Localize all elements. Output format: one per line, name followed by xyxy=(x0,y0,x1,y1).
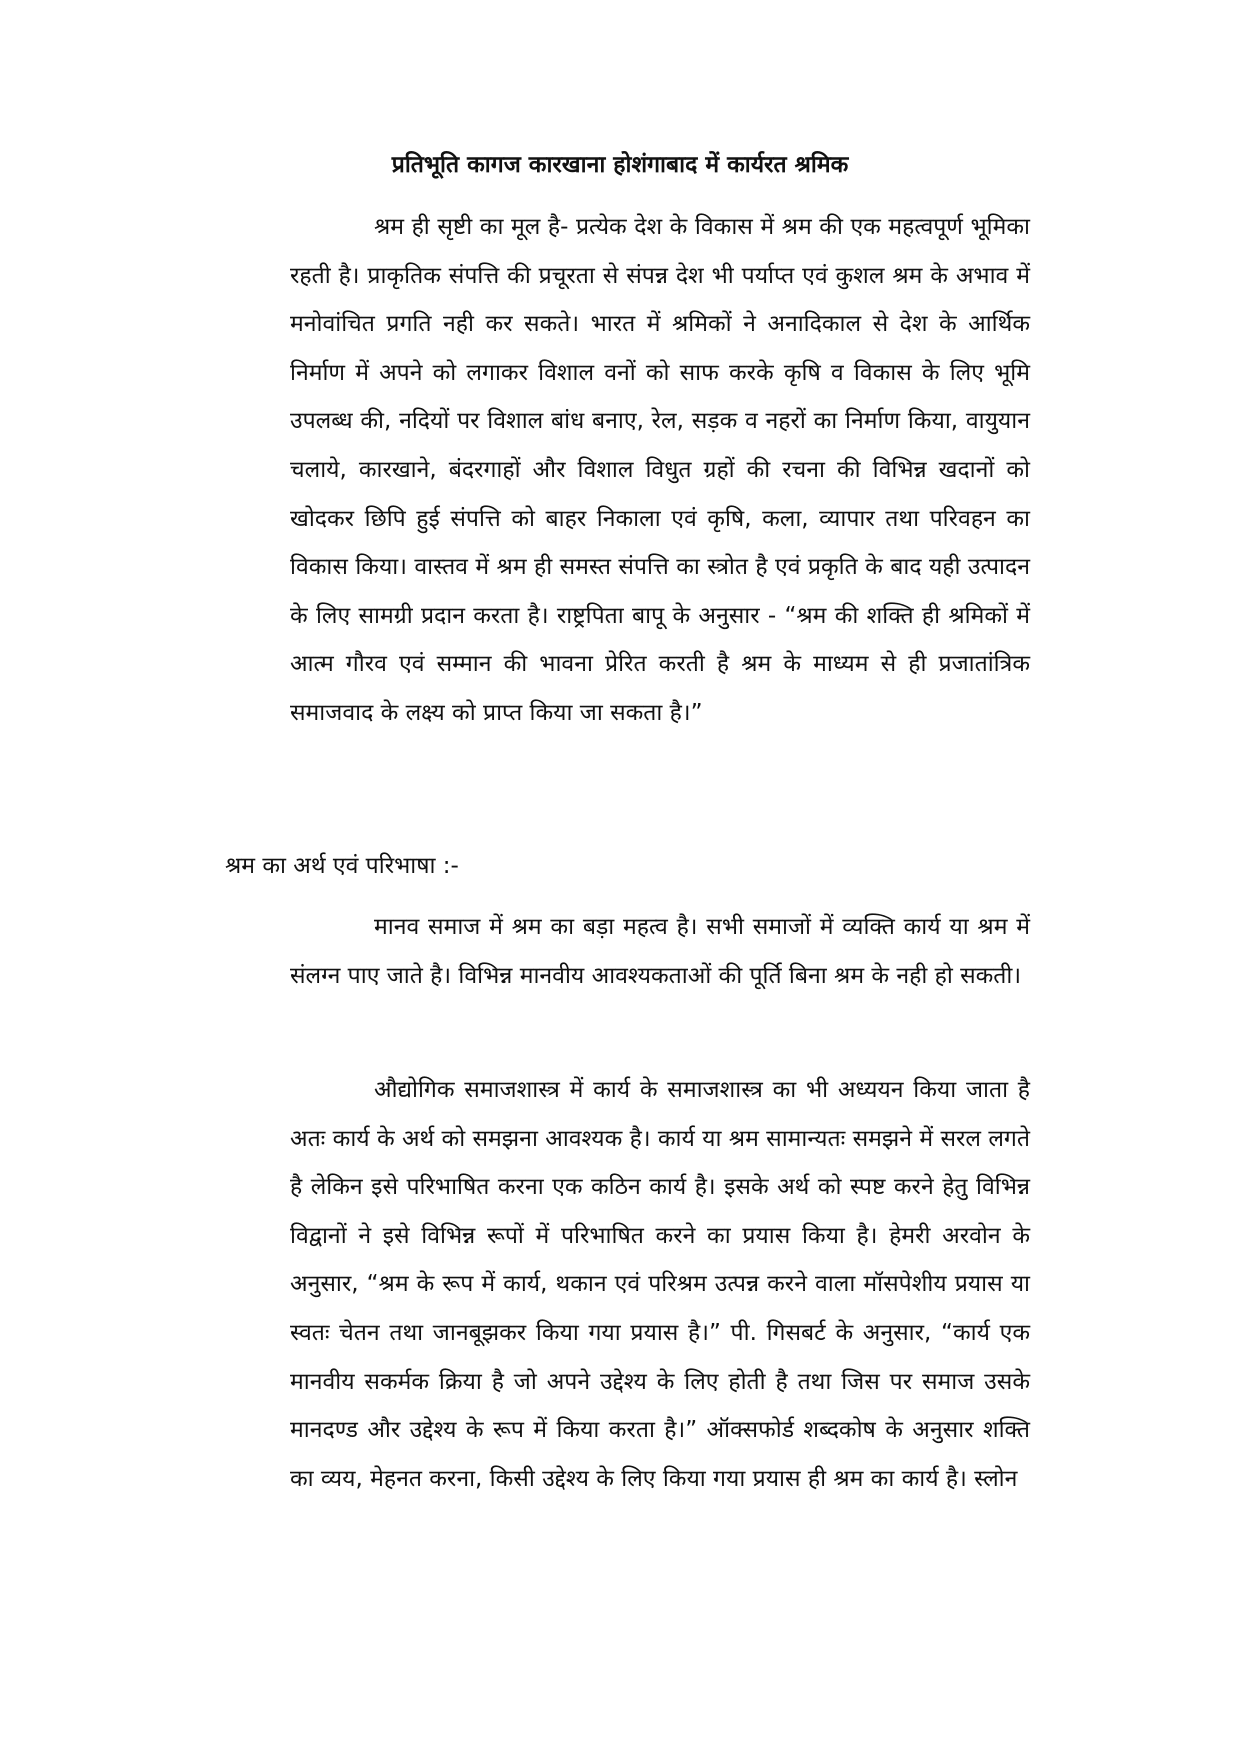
paragraph-1: श्रम ही सृष्टी का मूल है- प्रत्येक देश के विकास में श्रम की एक महत्वपूर्ण भूमिका रहती है। प्राकृतिक संपत्ति की प्रचूरता से संपन्न देश भी पर्याप्त एवं कुशल श्रम के अभाव में मनोवांचित प्रगति नही कर सकते। भारत में श्रमिकों ने अनादिकाल से देश के आर्थिक निर्माण में अपने को लगाकर विशाल वनों को साफ करके कृषि व विकास के लिए भूमि उपलब्ध की, नदियों पर विशाल बांध बनाए, रेल, सड़क व नहरों का निर्माण किया, वायुयान चलाये, कारखाने, बंदरगाहों और विशाल विधुत ग्रहों की रचना की विभिन्न खदानों को खोदकर छिपि हुई संपत्ति को बाहर निकाला एवं कृषि, कला, व्यापार तथा परिवहन का विकास किया। वास्तव में श्रम ही समस्त संपत्ति का स्त्रोत है एवं प्रकृति के बाद यही उत्पादन के लिए सामग्री प्रदान करता है। राष्ट्रपिता बापू के अनुसार - “श्रम की शक्ति ही श्रमिकों में आत्म गौरव एवं सम्मान की भावना प्रेरित करती है श्रम के माध्यम से ही प्रजातांत्रिक समाजवाद के लक्ष्य को प्राप्त किया जा सकता है।” xyxy=(290,214,1030,726)
paragraph-2: मानव समाज में श्रम का बड़ा महत्व है। सभी समाजों में व्यक्ति कार्य या श्रम में संलग्न पाए जाते है। विभिन्न मानवीय आवश्यकताओं की पूर्ति बिना श्रम के नही हो सकती। xyxy=(290,914,1030,989)
paragraph-3: औद्योगिक समाजशास्त्र में कार्य के समाजशास्त्र का भी अध्ययन किया जाता है अतः कार्य के अर्थ को समझना आवश्यक है। कार्य या श्रम सामान्यतः समझने में सरल लगते है लेकिन इसे परिभाषित करना एक कठिन कार्य है। इसके अर्थ को स्पष्ट करने हेतु विभिन्न विद्वानों ने इसे विभिन्न रूपों में परिभाषित करने का प्रयास किया है। हेमरी अरवोन के अनुसार, “श्रम के रूप में कार्य, थकान एवं परिश्रम उत्पन्न करने वाला मॉसपेशीय प्रयास या स्वतः चेतन तथा जानबूझकर किया गया प्रयास है।” पी. गिसबर्ट के अनुसार, “कार्य एक मानवीय सकर्मक क्रिया है जो अपने उद्देश्य के लिए होती है तथा जिस पर समाज उसके मानदण्ड और उद्देश्य के रूप में किया करता है।” ऑक्सफोर्ड शब्दकोष के अनुसार शक्ति का व्यय, मेहनत करना, किसी उद्देश्य के लिए किया गया प्रयास ही श्रम का कार्य है। स्लोन xyxy=(290,1077,1030,1492)
document-title: प्रतिभूति कागज कारखाना होशंगाबाद में कार्यरत श्रमिक xyxy=(391,152,849,178)
section-heading: श्रम का अर्थ एवं परिभाषा :- xyxy=(225,853,459,879)
